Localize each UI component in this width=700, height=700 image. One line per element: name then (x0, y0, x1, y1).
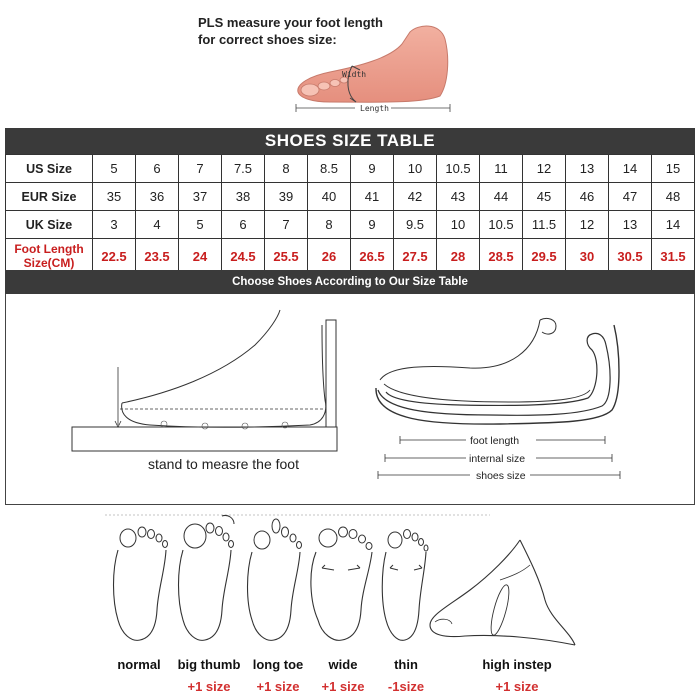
size-cell: 30.5 (609, 239, 652, 274)
size-cell: 23.5 (136, 239, 179, 274)
size-grid (5, 154, 695, 274)
size-cell: 28 (437, 239, 480, 274)
instruction-line-1: PLS measure your foot length (198, 15, 383, 30)
size-cell: 14 (652, 211, 695, 239)
foot-type-label: big thumb (177, 657, 241, 672)
shoe-size-illustration (370, 310, 640, 490)
size-row-label-line: Size(CM) (23, 256, 75, 270)
foot-type-label: normal (117, 657, 161, 672)
size-cell: 14 (609, 155, 652, 183)
size-cell: 27.5 (394, 239, 437, 274)
size-table-title: SHOES SIZE TABLE (5, 128, 695, 154)
high-instep-foot-icon (430, 540, 575, 645)
foot-type-label: long toe (252, 657, 304, 672)
size-row-label: UK Size (6, 211, 93, 239)
size-cell: 12 (566, 211, 609, 239)
size-row-label-line: Foot Length (14, 242, 84, 256)
size-cell: 22.5 (93, 239, 136, 274)
size-cell: 5 (93, 155, 136, 183)
size-cell: 30 (566, 239, 609, 274)
wide-foot-icon (311, 527, 372, 640)
size-row (6, 211, 695, 239)
size-row-label: US Size (6, 155, 93, 183)
size-cell: 4 (136, 211, 179, 239)
size-cell: 12 (523, 155, 566, 183)
foot-type-size-adjust: -1size (387, 679, 425, 694)
size-cell: 41 (351, 183, 394, 211)
foot-type-size-adjust: +1 size (495, 679, 539, 694)
size-cell: 37 (179, 183, 222, 211)
size-cell: 29.5 (523, 239, 566, 274)
size-cell: 6 (222, 211, 265, 239)
stand-measure-illustration (60, 305, 350, 455)
size-cell: 25.5 (265, 239, 308, 274)
size-cell: 26.5 (351, 239, 394, 274)
size-cell: 42 (394, 183, 437, 211)
internal-size-label: internal size (469, 453, 526, 465)
size-cell: 45 (523, 183, 566, 211)
size-cell: 5 (179, 211, 222, 239)
foot-type-label: wide (328, 657, 358, 672)
size-cell: 6 (136, 155, 179, 183)
size-cell: 24 (179, 239, 222, 274)
size-cell: 9 (351, 155, 394, 183)
width-label: Width (342, 70, 367, 79)
size-cell: 48 (652, 183, 695, 211)
size-cell: 24.5 (222, 239, 265, 274)
size-cell: 8 (265, 155, 308, 183)
size-cell: 31.5 (652, 239, 695, 274)
size-cell: 11 (480, 155, 523, 183)
size-cell: 13 (609, 211, 652, 239)
foot-type-label: thin (394, 657, 418, 672)
long-toe-foot-icon (248, 519, 302, 640)
size-cell: 40 (308, 183, 351, 211)
size-cell: 11.5 (523, 211, 566, 239)
size-cell: 38 (222, 183, 265, 211)
size-cell: 39 (265, 183, 308, 211)
size-cell: 8.5 (308, 155, 351, 183)
size-cell: 10.5 (480, 211, 523, 239)
size-cell: 44 (480, 183, 523, 211)
foot-types-illustration (0, 510, 700, 650)
size-cell: 47 (609, 183, 652, 211)
size-row (6, 239, 695, 274)
stand-caption: stand to measre the foot (148, 456, 299, 472)
size-row (6, 155, 695, 183)
foot-type-size-adjust: +1 size (321, 679, 365, 694)
size-cell: 36 (136, 183, 179, 211)
size-cell: 10.5 (437, 155, 480, 183)
size-cell: 46 (566, 183, 609, 211)
size-cell: 7 (265, 211, 308, 239)
size-cell: 26 (308, 239, 351, 274)
shoes-size-label: shoes size (476, 470, 526, 482)
size-cell: 7.5 (222, 155, 265, 183)
size-cell: 7 (179, 155, 222, 183)
size-cell: 43 (437, 183, 480, 211)
size-cell: 28.5 (480, 239, 523, 274)
size-cell: 35 (93, 183, 136, 211)
size-table (5, 128, 695, 274)
foot-length-label: foot length (470, 435, 520, 447)
size-row-label (6, 239, 93, 274)
thin-foot-icon (382, 530, 428, 641)
size-cell: 10 (437, 211, 480, 239)
size-cell: 3 (93, 211, 136, 239)
guide-band: Choose Shoes According to Our Size Table (5, 270, 695, 294)
size-row-label: EUR Size (6, 183, 93, 211)
size-cell: 15 (652, 155, 695, 183)
instruction-line-2: for correct shoes size: (198, 32, 337, 47)
normal-foot-icon (114, 527, 168, 640)
size-row (6, 183, 695, 211)
size-cell: 10 (394, 155, 437, 183)
big-thumb-foot-icon (179, 515, 235, 640)
foot-type-size-adjust: +1 size (256, 679, 300, 694)
size-cell: 8 (308, 211, 351, 239)
foot-type-label: high instep (482, 657, 552, 672)
size-cell: 13 (566, 155, 609, 183)
size-cell: 9 (351, 211, 394, 239)
foot-type-size-adjust: +1 size (187, 679, 231, 694)
size-cell: 9.5 (394, 211, 437, 239)
length-label: Length (360, 104, 389, 113)
foot-measure-illustration (290, 14, 460, 119)
